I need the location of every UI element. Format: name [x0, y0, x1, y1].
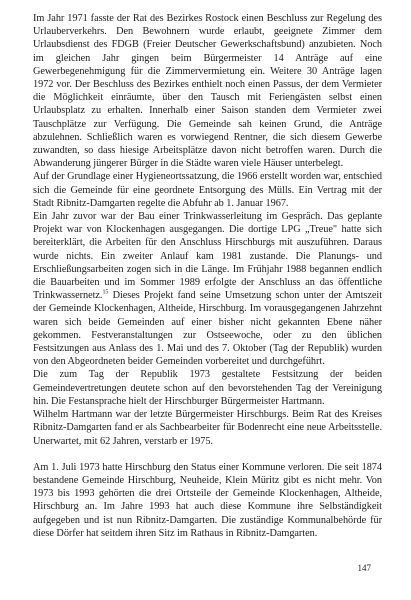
paragraph-hygieneortssatzung: Auf der Grundlage einer Hygieneortssatzung, die 1966 erstellt worden war, entschied sich die Gemeinde für eine geordnete Entsorgung des Mülls. Ein Vertrag mit der Stadt Ribnitz-Damgarten regelte die Abfuhr ab 1. Januar 1967. — [33, 171, 382, 209]
body-text — [33, 12, 382, 540]
paragraph-trinkwasserleitung-text: Ein Jahr zuvor war der Bau einer Trinkwasserleitung im Gespräch. Das geplante Projekt war von Klockenhagen ausgegangen. Die dortige LPG „Treue" hatte sich bereiterklärt, die Arbeiten für den Anschluss Hirschburgs mit auszuführen. Daraus wurde nichts. Ein zweiter Anlauf kam 1981 zustande. Die Planungs- und Erschließungsarbeiten zogen sich in die Länge. Im Frühjahr 1988 begannen endlich die Bauarbeiten und im Sommer 1989 erfolgte der Anschluss an das öffentliche Trinkwassernetz. — [33, 211, 382, 302]
paragraph-trinkwasserleitung — [33, 210, 382, 368]
footnote-marker: 15 — [102, 289, 109, 296]
paragraph-urlauberverkehr: Im Jahr 1971 fasste der Rat des Bezirkes Rostock einen Beschluss zur Regelung des Urlauberverkehrs. Den Bewohnern wurde erlaubt, geeignete Zimmer dem Urlaubsdienst des FDGB (Freier Deutscher Gewerkschaftsbund) anzubieten. Noch im gleichen Jahr gingen beim Bürgermeister 14 Anträge auf eine Gewerbegenehmigung für die Zimmervermietung ein. Weitere 30 Anträge lagen 1972 vor. Der Beschluss des Bezirkes enthielt noch einen Passus, der dem Vermieter die Möglichkeit einräumte, über den Tausch mit Feriengästen selbst einen Urlaubsplatz zu erhalten. Innerhalb einer Saison standen dem Vermieter zwei Tauschplätze zur Verfügung. Die Gemeinde sah keinen Grund, die Anträge abzulehnen. Schließlich waren es vorwiegend Rentner, die sich diesem Gewerbe zuwandten, so dass hiesige Arbeitsplätze davon nicht betroffen waren. Durch die Abwanderung jüngerer Bürger in die Städte waren viele Häuser unterbelegt. — [33, 13, 382, 170]
paragraph-kommune: Am 1. Juli 1973 hatte Hirschburg den Status einer Kommune verloren. Die seit 1874 bestandene Gemeinde Hirschburg, Neuheide, Klein Müritz gibt es nicht mehr. Von 1973 bis 1993 gehörten die drei Ortsteile der Gemeinde Klockenhagen, Altheide, Hirschburg an. Im Jahre 1993 hat auch diese Kommune ihre Selbständigkeit aufgegeben und ist nun Ribnitz-Damgarten. Die zuständige Kommunalbehörde für diese Dörfer hat seitdem ihren Sitz im Rathaus in Ribnitz-Damgarten. — [33, 461, 382, 539]
page-number: 147 — [357, 563, 371, 573]
paragraph-hartmann: Wilhelm Hartmann war der letzte Bürgermeister Hirschburgs. Beim Rat des Kreises Ribnitz-Damgarten fand er als Sachbearbeiter für Bodenrecht eine neue Arbeitsstelle. Unerwartet, mit 62 Jahren, verstarb er 1975. — [33, 409, 382, 447]
paragraph-trinkwasserleitung-continuation: Dieses Projekt fand seine Umsetzung schon unter der Amtszeit der Gemeinde Klockenhagen, Altheide, Hirschburg. Im vorausgegangenen Jahrzehnt waren sich beide Gemeinden auf einer bisher nicht gekannten Ebene näher gekommen. Festveranstaltungen zur Ostseewoche, oder zu den üblichen Festsitzungen aus Anlass des 1. Mai und des 7. Oktober (Tag der Republik) wurden von den Abgeordneten beider Gemeinden vorbereitet und durchgeführt. — [33, 290, 383, 368]
paragraph-festsitzung: Die zum Tag der Republik 1973 gestaltete Festsitzung der beiden Gemeindevertretungen deutete schon auf den bevorstehenden Tag der Vereinigung hin. Die Festansprache hielt der Hirschburger Bürgermeister Hartmann. — [33, 369, 382, 407]
